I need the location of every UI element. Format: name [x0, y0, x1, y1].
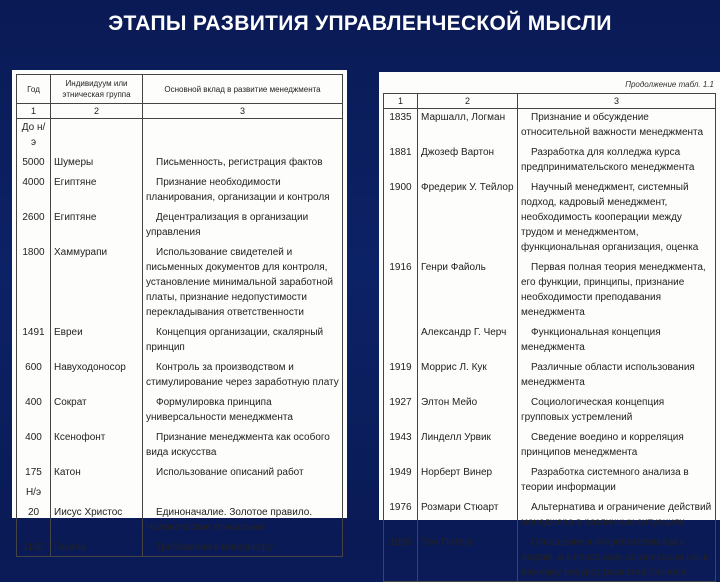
year-cell: 5000: [17, 151, 51, 171]
contribution-cell: Разработка для колледжа курса предпринимательского менеджмента: [518, 141, 716, 176]
contribution-cell: Единоначалие. Золотое правило. Человеческие отношения: [143, 501, 343, 536]
history-table-part-2: [379, 72, 720, 578]
name-cell: Иисус Христос: [51, 501, 143, 536]
year-cell: 1927: [384, 391, 418, 426]
name-cell: Норберт Винер: [418, 461, 518, 496]
year-cell: 1985: [384, 531, 418, 582]
header-contribution: Основной вклад в развитие менеджмента: [143, 75, 343, 104]
header-who: Индивидуум или этническая группа: [51, 75, 143, 104]
year-cell: 1881: [384, 141, 418, 176]
table-row: [384, 391, 716, 426]
column-number: 1: [384, 94, 418, 109]
year-cell: 4000: [17, 171, 51, 206]
contribution-cell: [143, 481, 343, 501]
year-cell: [384, 321, 418, 356]
year-cell: 400: [17, 426, 51, 461]
table-row: [384, 321, 716, 356]
contribution-cell: Письменность, регистрация фактов: [143, 151, 343, 171]
table-row: [384, 461, 716, 496]
contribution-cell: [143, 119, 343, 152]
year-cell: Н/э: [17, 481, 51, 501]
name-cell: Сократ: [51, 391, 143, 426]
table-row: [17, 536, 343, 557]
year-cell: 1919: [384, 356, 418, 391]
right-table: [383, 93, 716, 582]
contribution-cell: Первая полная теория менеджмента, его функции, принципы, признание необходимости преподавания менеджмента: [518, 256, 716, 321]
column-number: 3: [518, 94, 716, 109]
table-row: [17, 356, 343, 391]
contribution-cell: Концепция организации, скалярный принцип: [143, 321, 343, 356]
contribution-cell: Отношение к потребителям как к людям, а к персоналу организации как к важному ресурсу развития бизнеса: [518, 531, 716, 582]
table-row: [17, 241, 343, 321]
name-cell: Хаммурапи: [51, 241, 143, 321]
table-row: [384, 426, 716, 461]
table-continuation-caption: Продолжение табл. 1.1: [625, 80, 714, 89]
column-number: 2: [418, 94, 518, 109]
table-row: [384, 531, 716, 582]
table-row: [17, 119, 343, 152]
name-cell: Элтон Мейо: [418, 391, 518, 426]
contribution-cell: Использование описаний работ: [143, 461, 343, 481]
year-cell: 1800: [17, 241, 51, 321]
year-cell: 1491: [17, 321, 51, 356]
contribution-cell: Признание менеджмента как особого вида искусства: [143, 426, 343, 461]
table-row: [384, 141, 716, 176]
table-row: [17, 501, 343, 536]
year-cell: 600: [17, 356, 51, 391]
table-row: [17, 206, 343, 241]
table-row: [384, 109, 716, 142]
name-cell: [51, 481, 143, 501]
contribution-cell: Сведение воедино и корреляция принципов менеджмента: [518, 426, 716, 461]
name-cell: Фредерик У. Тейлор: [418, 176, 518, 256]
table-row: [384, 176, 716, 256]
name-cell: Александр Г. Черч: [418, 321, 518, 356]
name-cell: Маршалл, Логман: [418, 109, 518, 142]
table-row: [17, 426, 343, 461]
year-cell: 175: [17, 461, 51, 481]
contribution-cell: Требования к менеджеру: [143, 536, 343, 557]
table-row: [17, 391, 343, 426]
year-cell: 1949: [384, 461, 418, 496]
name-cell: Ксенофонт: [51, 426, 143, 461]
contribution-cell: Функциональная концепция менеджмента: [518, 321, 716, 356]
contribution-cell: Признание и обсуждение относительной важности менеджмента: [518, 109, 716, 142]
contribution-cell: Научный менеджмент, системный подход, кадровый менеджмент, необходимость кооперации между трудом и менеджментом, функциональная организация, оценка: [518, 176, 716, 256]
contribution-cell: Различные области использования менеджмента: [518, 356, 716, 391]
name-cell: Египтяне: [51, 206, 143, 241]
year-cell: До н/э: [17, 119, 51, 152]
name-cell: Катон: [51, 461, 143, 481]
name-cell: Джозеф Вартон: [418, 141, 518, 176]
year-cell: 1943: [384, 426, 418, 461]
column-number-row: [17, 104, 343, 119]
name-cell: Том Питерс: [418, 531, 518, 582]
contribution-cell: Формулировка принципа универсальности менеджмента: [143, 391, 343, 426]
name-cell: Египтяне: [51, 171, 143, 206]
name-cell: Шумеры: [51, 151, 143, 171]
year-cell: 1100: [17, 536, 51, 557]
contribution-cell: Признание необходимости планирования, организации и контроля: [143, 171, 343, 206]
left-table: [16, 74, 343, 557]
column-number: 1: [17, 104, 51, 119]
contribution-cell: Альтернатива и ограничение действий менеджера в различных ситуациях: [518, 496, 716, 531]
header-row: [17, 75, 343, 104]
table-row: [17, 151, 343, 171]
table-row: [384, 356, 716, 391]
table-row: [384, 496, 716, 531]
contribution-cell: Децентрализация в организации управления: [143, 206, 343, 241]
name-cell: Линделл Урвик: [418, 426, 518, 461]
contribution-cell: Использование свидетелей и письменных документов для контроля, установление минимальной заработной платы, признание недопустимости перекладывания ответственности: [143, 241, 343, 321]
name-cell: Моррис Л. Кук: [418, 356, 518, 391]
year-cell: 2600: [17, 206, 51, 241]
table-row: [384, 256, 716, 321]
slide-title: ЭТАПЫ РАЗВИТИЯ УПРАВЛЕНЧЕСКОЙ МЫСЛИ: [108, 12, 612, 35]
year-cell: 400: [17, 391, 51, 426]
year-cell: 1976: [384, 496, 418, 531]
table-row: [17, 481, 343, 501]
table-row: [17, 461, 343, 481]
contribution-cell: Разработка системного анализа в теории информации: [518, 461, 716, 496]
header-year: Год: [17, 75, 51, 104]
name-cell: [51, 119, 143, 152]
name-cell: Евреи: [51, 321, 143, 356]
name-cell: Газали: [51, 536, 143, 557]
table-row: [17, 321, 343, 356]
column-number-row: [384, 94, 716, 109]
year-cell: 1835: [384, 109, 418, 142]
contribution-cell: Контроль за производством и стимулирование через заработную плату: [143, 356, 343, 391]
name-cell: Розмари Стюарт: [418, 496, 518, 531]
table-row: [17, 171, 343, 206]
name-cell: Навуходоносор: [51, 356, 143, 391]
contribution-cell: Социологическая концепция групповых устремлений: [518, 391, 716, 426]
year-cell: 20: [17, 501, 51, 536]
history-table-part-1: [12, 70, 347, 553]
name-cell: Генри Файоль: [418, 256, 518, 321]
column-number: 2: [51, 104, 143, 119]
year-cell: 1900: [384, 176, 418, 256]
year-cell: 1916: [384, 256, 418, 321]
column-number: 3: [143, 104, 343, 119]
